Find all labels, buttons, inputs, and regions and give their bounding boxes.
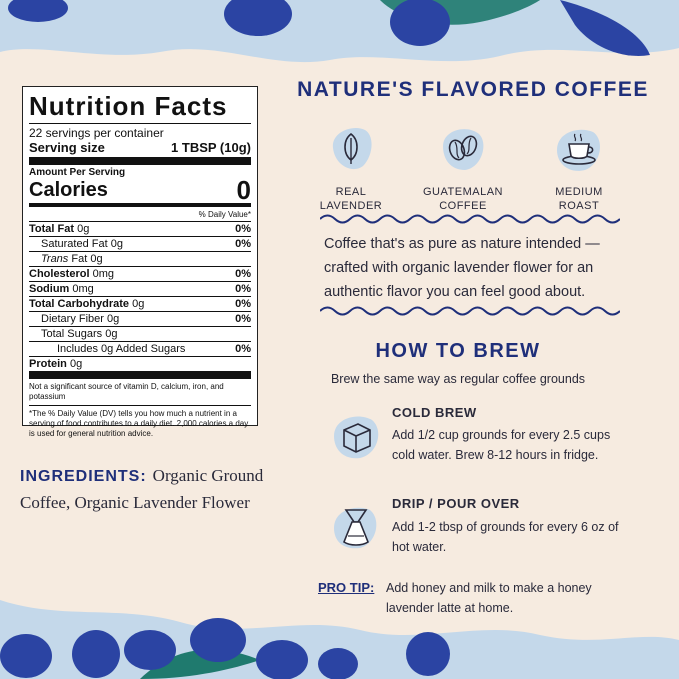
cold-brew-text: Add 1/2 cup grounds for every 2.5 cups cold water. Brew 8-12 hours in fridge. <box>392 428 611 462</box>
feature-medium-roast <box>524 120 634 213</box>
how-to-brew-title: HOW TO BREW <box>375 340 541 362</box>
cold-brew-title: COLD BREW <box>392 405 477 420</box>
serving-size-value: 1 TBSP (10g) <box>171 140 251 155</box>
nutrition-facts-label <box>22 86 258 438</box>
ice-cube-icon <box>328 408 384 464</box>
leaf-icon <box>323 120 379 176</box>
nutrition-title: Nutrition Facts <box>29 91 228 121</box>
section-title: NATURE'S FLAVORED COFFEE <box>297 78 649 101</box>
feature-guatemalan-coffee <box>408 120 518 213</box>
nutrient-row: Sodium 0mg 0% <box>29 283 251 295</box>
nutrition-note: Not a significant source of vitamin D, calcium, iron, and potassium <box>29 382 224 401</box>
feature-label: MEDIUM <box>555 186 603 198</box>
coffee-bean-icon <box>435 120 491 176</box>
ingredients-text: Organic Ground Coffee, Organic Lavender Flower <box>20 466 264 512</box>
how-to-brew-subtitle: Brew the same way as regular coffee grounds <box>330 372 586 386</box>
pro-tip-label: PRO TIP: <box>318 580 375 595</box>
wave-divider <box>320 304 620 318</box>
nutrient-row: Total Carbohydrate 0g 0% <box>29 298 251 310</box>
calories-label: Calories <box>29 179 108 201</box>
serving-size-row <box>29 140 251 155</box>
feature-label: REAL <box>335 186 367 198</box>
pour-over-icon <box>328 498 384 554</box>
daily-value-header: % Daily Value* <box>198 210 251 219</box>
wave-divider <box>320 212 620 226</box>
daily-value-footnote: *The % Daily Value (DV) tells you how much a nutrient in a serving of food contributes to a daily diet. 2,000 calories a day is used for general nutrition advice. <box>29 409 249 438</box>
pro-tip-text: Add honey and milk to make a honey lavender latte at home. <box>386 581 592 615</box>
nutrient-row: Trans Fat 0g <box>29 251 251 266</box>
nutrient-row: Dietary Fiber 0g 0% <box>29 311 251 326</box>
nutrient-row: Total Fat 0g 0% <box>29 223 251 235</box>
nutrient-row: Includes 0g Added Sugars 0% <box>29 341 251 356</box>
calories-value: 0 <box>236 175 251 205</box>
nutrient-row: Protein 0g <box>29 356 251 371</box>
nutrient-row: Cholesterol 0mg 0% <box>29 268 251 280</box>
product-description: Coffee that's as pure as nature intended — crafted with organic lavender flower for an authentic flavor you can feel good about. <box>324 236 600 300</box>
nutrient-row: Saturated Fat 0g 0% <box>29 236 251 251</box>
nutrient-row: Total Sugars 0g <box>29 326 251 341</box>
servings-per-container: 22 servings per container <box>29 126 164 140</box>
coffee-cup-icon <box>551 120 607 176</box>
ingredients-label: INGREDIENTS: <box>20 468 147 485</box>
calories-row <box>29 175 251 205</box>
drip-pour-over-text: Add 1-2 tbsp of grounds for every 6 oz of hot water. <box>392 520 619 554</box>
amount-per-serving: Amount Per Serving <box>29 167 126 178</box>
ingredients-block <box>20 463 270 516</box>
feature-real-lavender <box>296 120 406 213</box>
feature-label: ROAST <box>558 200 600 212</box>
feature-label: GUATEMALAN <box>423 186 503 198</box>
feature-label: LAVENDER <box>319 200 383 212</box>
serving-size-label: Serving size <box>29 140 105 155</box>
feature-label: COFFEE <box>439 200 487 212</box>
drip-pour-over-title: DRIP / POUR OVER <box>392 496 520 511</box>
